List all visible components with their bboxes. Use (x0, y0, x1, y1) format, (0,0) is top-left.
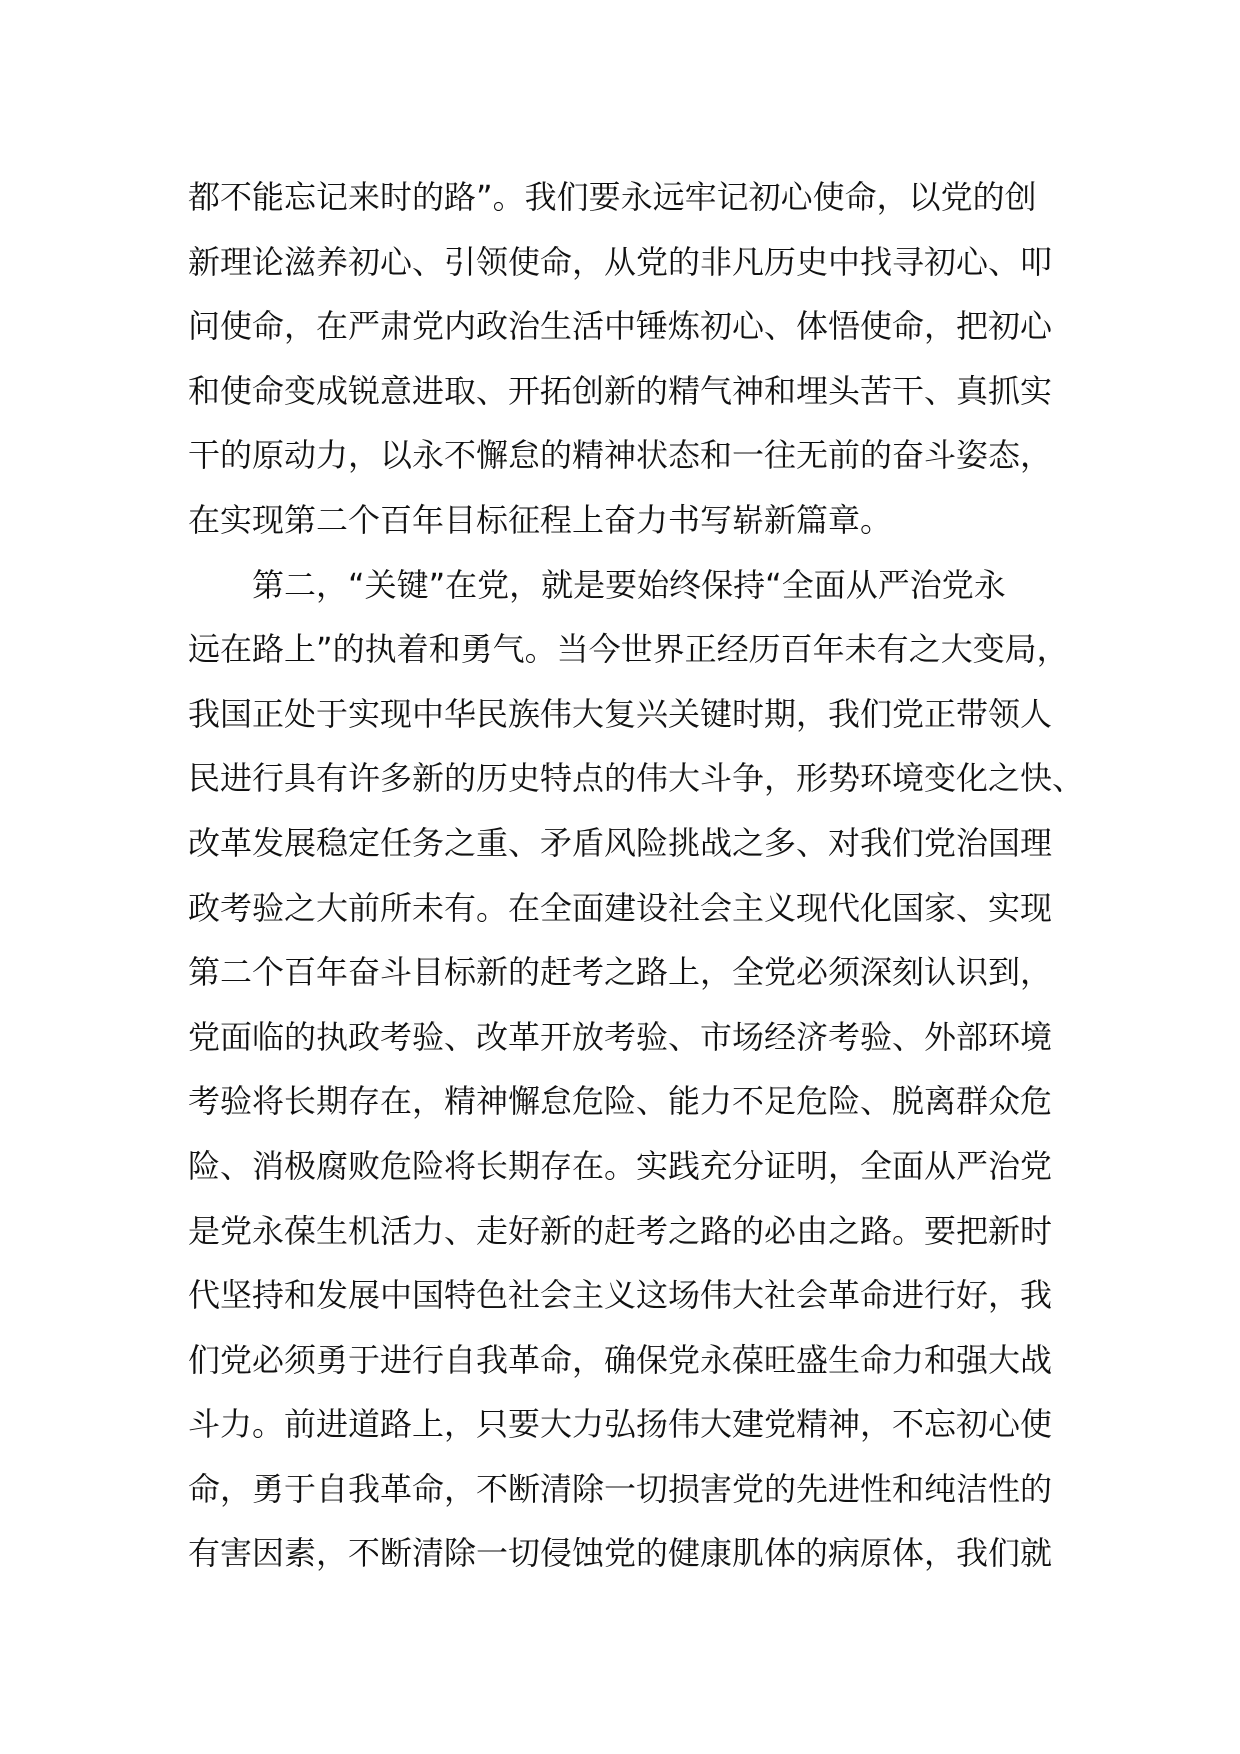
text-line: 有害因素，不断清除一切侵蚀党的健康肌体的病原体，我们就 (188, 1534, 1053, 1573)
text-line: 第二个百年奋斗目标新的赶考之路上，全党必须深刻认识到， (188, 953, 1053, 992)
text-line: 政考验之大前所未有。在全面建设社会主义现代化国家、实现 (188, 888, 1053, 927)
text-line: 在实现第二个百年目标征程上奋力书写崭新篇章。 (188, 500, 893, 539)
text-line: 命，勇于自我革命，不断清除一切损害党的先进性和纯洁性的 (188, 1469, 1053, 1508)
text-line: 们党必须勇于进行自我革命，确保党永葆旺盛生命力和强大战 (188, 1340, 1053, 1379)
text-line: 险、消极腐败危险将长期存在。实践充分证明，全面从严治党 (188, 1146, 1053, 1185)
text-line: 民进行具有许多新的历史特点的伟大斗争，形势环境变化之快、 (188, 759, 1085, 798)
text-line: 新理论滋养初心、引领使命，从党的非凡历史中找寻初心、叩 (188, 242, 1053, 281)
text-line: 远在路上”的执着和勇气。当今世界正经历百年未有之大变局， (188, 630, 1069, 669)
text-line: 代坚持和发展中国特色社会主义这场伟大社会革命进行好，我 (188, 1276, 1053, 1315)
text-line: 问使命，在严肃党内政治生活中锤炼初心、体悟使命，把初心 (188, 307, 1053, 346)
text-line: 我国正处于实现中华民族伟大复兴关键时期，我们党正带领人 (188, 694, 1053, 733)
text-line: 斗力。前进道路上，只要大力弘扬伟大建党精神，不忘初心使 (188, 1405, 1053, 1444)
text-line: 党面临的执政考验、改革开放考验、市场经济考验、外部环境 (188, 1017, 1053, 1056)
paragraph-start-line: 第二，“关键”在党，就是要始终保持“全面从严治党永 (252, 565, 1006, 604)
text-line: 考验将长期存在，精神懈怠危险、能力不足危险、脱离群众危 (188, 1082, 1053, 1121)
text-line: 和使命变成锐意进取、开拓创新的精气神和埋头苦干、真抓实 (188, 371, 1053, 410)
text-line: 都不能忘记来时的路”。我们要永远牢记初心使命，以党的创 (188, 178, 1037, 216)
body-text (188, 165, 1088, 1586)
text-line: 是党永葆生机活力、走好新的赶考之路的必由之路。要把新时 (188, 1211, 1053, 1250)
text-line: 干的原动力，以永不懈怠的精神状态和一往无前的奋斗姿态， (188, 436, 1053, 475)
text-line: 改革发展稳定任务之重、矛盾风险挑战之多、对我们党治国理 (188, 823, 1053, 862)
